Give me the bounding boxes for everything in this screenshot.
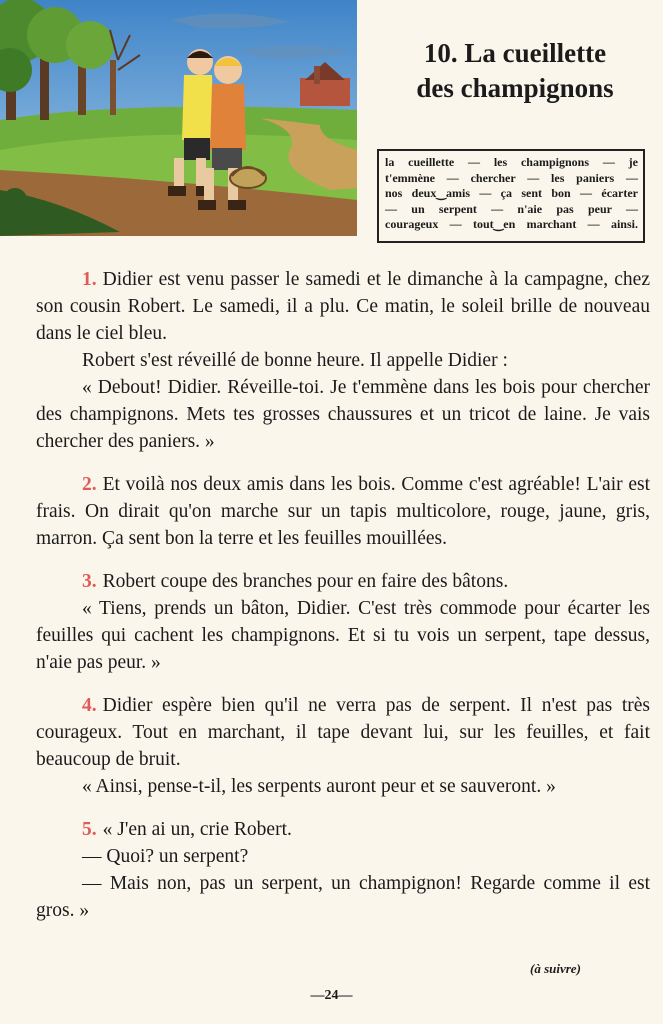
story-illustration bbox=[0, 0, 357, 236]
paragraph-1 bbox=[36, 266, 650, 455]
page-number: —24— bbox=[310, 988, 353, 1003]
paragraph-2 bbox=[36, 471, 650, 552]
vocabulary-box bbox=[377, 149, 645, 243]
paragraph-number: 5. bbox=[82, 819, 97, 840]
paragraph-line: Robert s'est réveillé de bonne heure. Il appelle Didier : bbox=[82, 350, 508, 371]
story-text bbox=[36, 266, 650, 940]
paragraph-line: « Debout! Didier. Réveille-toi. Je t'emmène dans les bois pour chercher des champignons. Mets tes grosses chaussures et un tricot de laine. Je vais chercher des paniers. » bbox=[36, 377, 650, 452]
vocab-line: la cueillette — les champignons — je bbox=[385, 155, 638, 169]
vocab-line: nos deux‿amis — ça sent bon — écarter bbox=[385, 186, 638, 200]
paragraph-3 bbox=[36, 568, 650, 676]
vocab-line: courageux — tout‿en marchant — ainsi. bbox=[385, 217, 638, 231]
title-line-2: des champignons bbox=[416, 73, 614, 103]
paragraph-text: « J'en ai un, crie Robert. bbox=[102, 819, 292, 840]
vocab-line: t'emmène — chercher — les paniers — bbox=[385, 170, 638, 185]
paragraph-text: Et voilà nos deux amis dans les bois. Comme c'est agréable! L'air est frais. On dirait qu'on marche sur un tapis multicolore, rouge, jaune, gris, marron. Ça sent bon la terre et les feuilles mouillées. bbox=[36, 474, 650, 549]
to-be-continued: (à suivre) bbox=[530, 961, 581, 976]
lesson-title bbox=[372, 36, 658, 106]
paragraph-line: — Quoi? un serpent? bbox=[82, 846, 249, 867]
paragraph-line bbox=[36, 568, 650, 595]
paragraph-number: 3. bbox=[82, 571, 97, 592]
paragraph-line bbox=[36, 266, 650, 347]
paragraph-number: 2. bbox=[82, 474, 97, 495]
vocab-line: — un serpent — n'aie pas peur — bbox=[385, 201, 638, 216]
paragraph-text: Robert coupe des branches pour en faire des bâtons. bbox=[102, 571, 509, 592]
paragraph-line: « Ainsi, pense-t-il, les serpents auront peur et se sauveront. » bbox=[82, 776, 556, 797]
paragraph-line: « Tiens, prends un bâton, Didier. C'est très commode pour écarter les feuilles qui cachent les champignons. Et si tu vois un serpent, tape dessus, n'aie pas peur. » bbox=[36, 598, 650, 673]
paragraph-text: Didier est venu passer le samedi et le dimanche à la campagne, chez son cousin Robert. Le samedi, il a plu. Ce matin, le soleil brille de nouveau dans le ciel bleu. bbox=[36, 269, 650, 344]
paragraph-line bbox=[36, 816, 650, 843]
paragraph-line: — Mais non, pas un serpent, un champignon! Regarde comme il est gros. » bbox=[36, 873, 650, 921]
paragraph-number: 4. bbox=[82, 695, 97, 716]
paragraph-4 bbox=[36, 692, 650, 800]
paragraph-number: 1. bbox=[82, 269, 97, 290]
illustration-boys-walking-in-woods bbox=[0, 0, 357, 236]
paragraph-5 bbox=[36, 816, 650, 924]
paragraph-line bbox=[36, 471, 650, 552]
title-line-1: 10. La cueillette bbox=[423, 38, 607, 68]
paragraph-line bbox=[36, 692, 650, 773]
paragraph-text: Didier espère bien qu'il ne verra pas de serpent. Il n'est pas très courageux. Tout en marchant, il tape devant lui, sur les feuilles, et fait beaucoup de bruit. bbox=[36, 695, 650, 770]
